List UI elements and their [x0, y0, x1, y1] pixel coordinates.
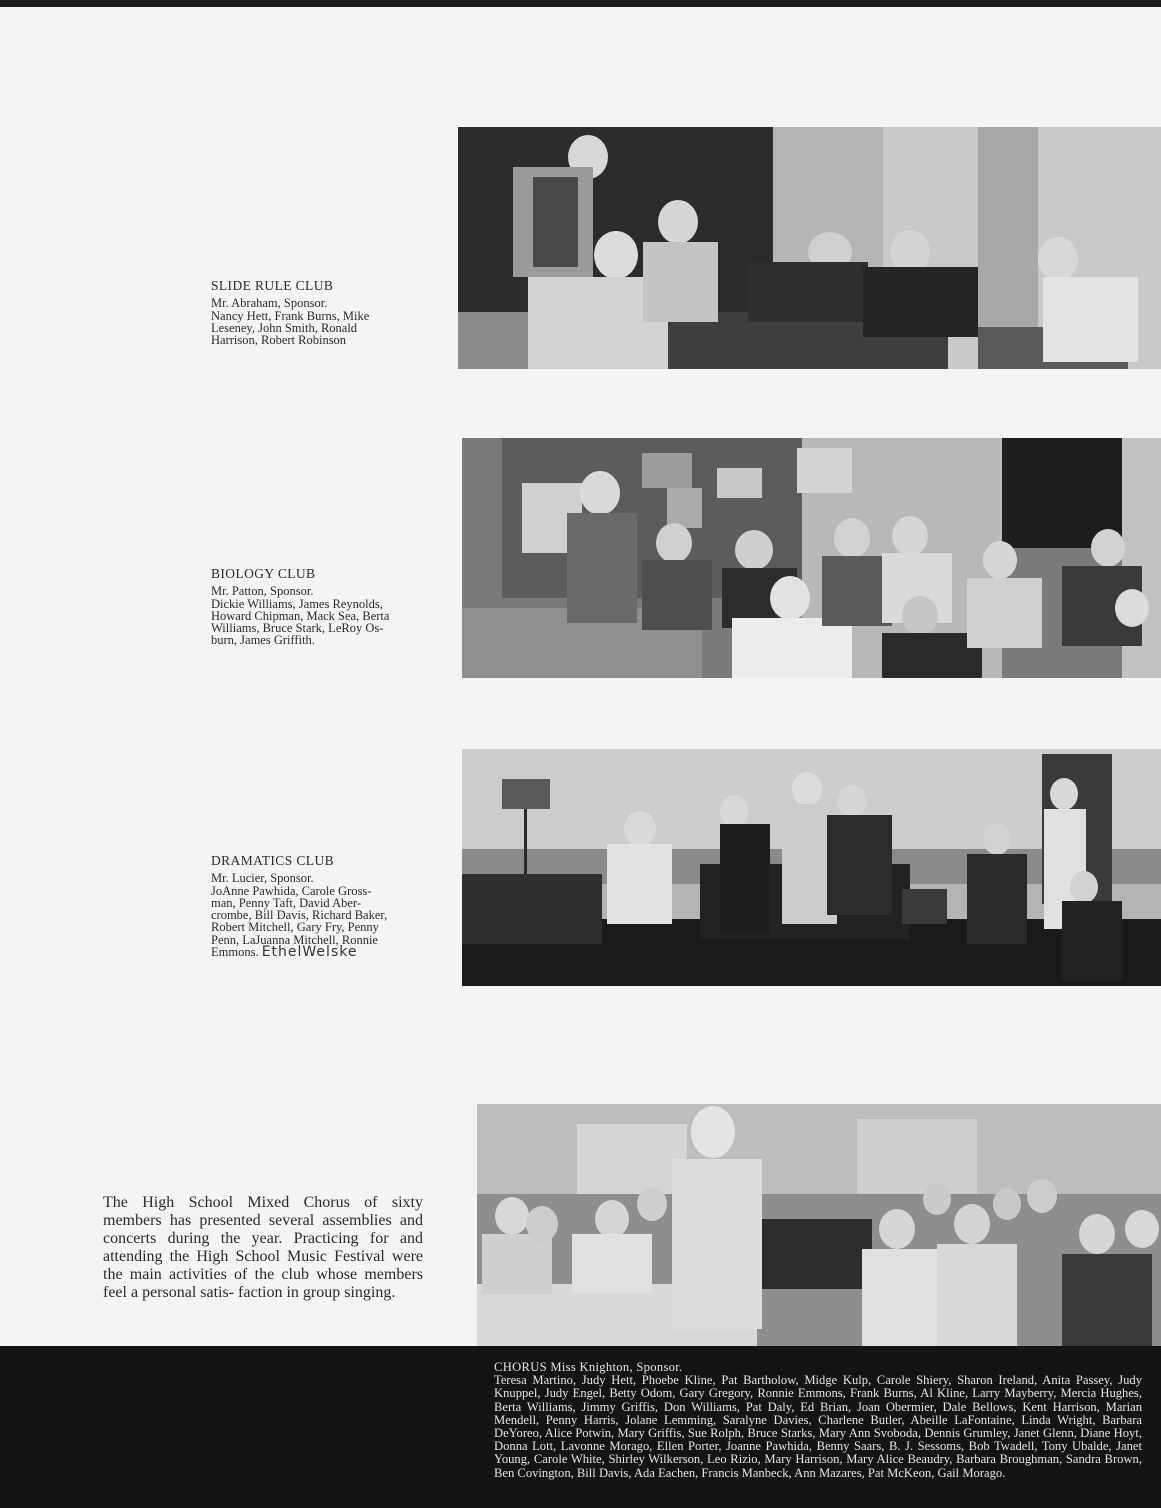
- handwritten-signature: EthelWelske: [261, 944, 358, 961]
- caption-line: Robert Mitchell, Gary Fry, Penny: [211, 920, 379, 935]
- caption-line: JoAnne Pawhida, Carole Gross-: [211, 883, 372, 898]
- caption-line: man, Penny Taft, David Aber-: [211, 895, 361, 910]
- caption-line: Harrison, Robert Robinson: [211, 333, 347, 348]
- chorus-list-title: CHORUS Miss Knighton, Sponsor.: [494, 1360, 683, 1374]
- chorus-member-names: Teresa Martino, Judy Hett, Phoebe Kline, Pat Bartholow, Midge Kulp, Carole Shiery, Sharon Ireland, Anita Passey, Judy Knuppel, Judy Engel, Betty Odom, Gary Gregory, Ronnie Emmons, Frank Burns, Al Kline, Larry Mayberry, Mercia Hughes, Berta Williams, Jimmy Griffis, Don Williams, Pat Daly, Ed Brian, Joan Obermier, Dale Bellows, Kent Harrison, Marian Mendell, Penny Harris, Jolane Lemming, Saralyne Davies, Charlene Butler, Abeille LaFontaine, Linda Wright, Barbara DeYoreo, Alice Potwin, Mary Griffis, Sue Rolph, Bruce Starks, Mary Ann Svoboda, Dennis Grumley, Janet Glenn, Diane Hoyt, Donna Lott, Lavonne Morago, Ellen Porter, Joanne Pawhida, Benny Saars, B. J. Sessoms, Bob Twadell, Tony Ubalde, Janet Young, Carole White, Shirley Wilkerson, Leo Rizio, Mary Harrison, Mary Alice Beaudry, Barbara Broughman, Sandra Brown, Ben Covington, Bill Davis, Ada Eachen, Francis Manbeck, Ann Mazares, Pat McKeon, Gail Morago.: [494, 1373, 1142, 1480]
- biology-club-photo: [462, 438, 1161, 678]
- top-border: [0, 0, 1161, 7]
- chorus-member-list: [494, 1361, 1142, 1480]
- dramatics-club-photo: [462, 749, 1161, 986]
- caption-line: Mr. Patton, Sponsor.: [211, 584, 314, 599]
- slide-rule-club-caption: [211, 280, 426, 346]
- caption-line: Williams, Bruce Stark, LeRoy Os-: [211, 621, 384, 636]
- caption-line: Howard Chipman, Mack Sea, Berta: [211, 608, 390, 623]
- slide-rule-club-photo: [458, 127, 1161, 369]
- caption-line: Mr. Abraham, Sponsor.: [211, 296, 328, 311]
- chorus-description: The High School Mixed Chorus of sixty members has presented several assemblies and concerts during the year. Practicing for and attending the High School Music Festival were the main activities of the club whose members feel a personal satis- faction in group singing.: [103, 1194, 423, 1301]
- biology-club-title: BIOLOGY CLUB: [211, 566, 316, 581]
- caption-line: [211, 944, 426, 961]
- dramatics-club-title: DRAMATICS CLUB: [211, 853, 334, 868]
- caption-line: Leseney, John Smith, Ronald: [211, 320, 358, 335]
- caption-line-end: Emmons.: [211, 945, 259, 960]
- slide-rule-club-title: SLIDE RULE CLUB: [211, 278, 334, 293]
- dramatics-club-caption: [211, 853, 426, 961]
- caption-line: Dickie Williams, James Reynolds,: [211, 596, 383, 611]
- caption-line: Nancy Hett, Frank Burns, Mike: [211, 308, 370, 323]
- chorus-photo: [477, 1104, 1161, 1346]
- caption-line: burn, James Griffith.: [211, 633, 315, 648]
- biology-club-caption: [211, 568, 426, 647]
- caption-line: Penn, LaJuanna Mitchell, Ronnie: [211, 932, 378, 947]
- caption-line: Mr. Lucier, Sponsor.: [211, 871, 314, 886]
- caption-line: crombe, Bill Davis, Richard Baker,: [211, 908, 388, 923]
